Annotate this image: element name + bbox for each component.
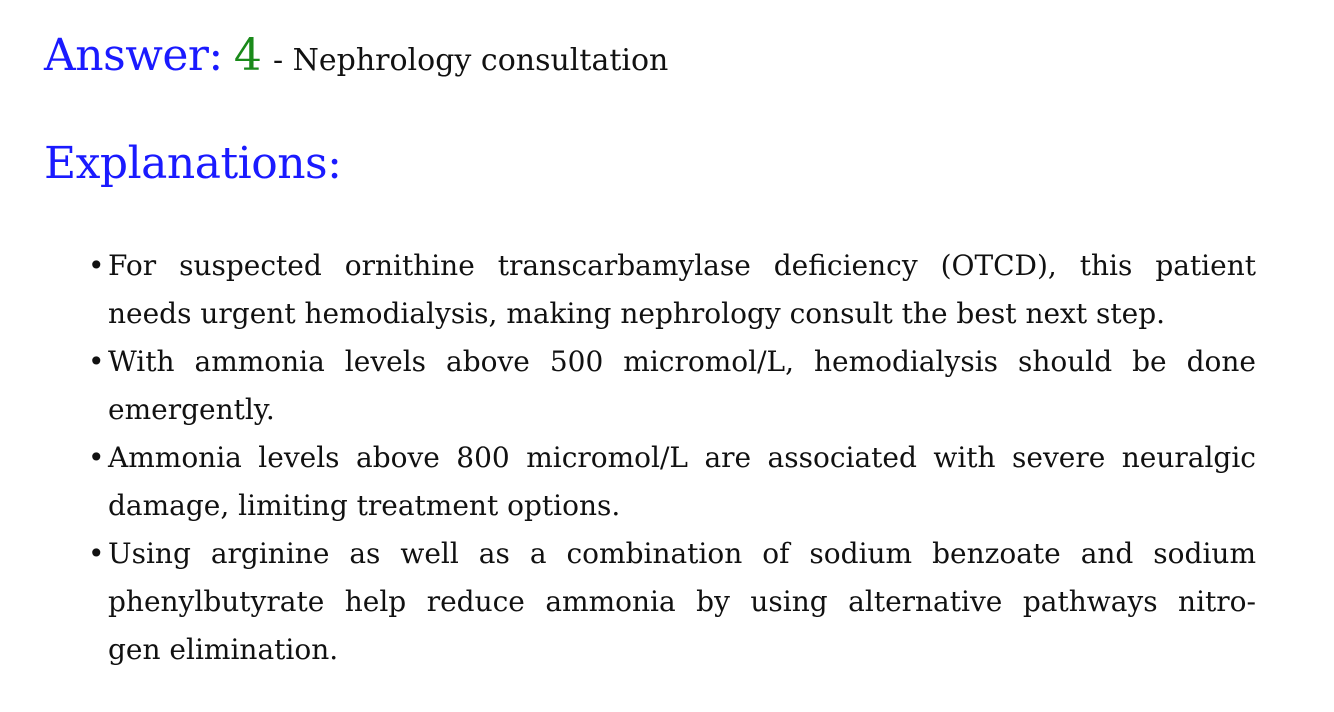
answer-value: 4 xyxy=(233,30,262,81)
bullet-line: With ammonia levels above 500 micromol/L, hemodialysis should be done xyxy=(108,345,1256,378)
bullet-icon: • xyxy=(88,249,105,282)
answer-label: Answer: xyxy=(44,30,223,81)
explanations-list xyxy=(86,242,1256,674)
bullet-line: gen elimination. xyxy=(108,633,339,666)
explanations-heading: Explanations: xyxy=(44,138,342,189)
bullet-line: phenylbutyrate help reduce ammonia by using alternative pathways nitro- xyxy=(108,585,1256,618)
list-item xyxy=(86,530,1256,674)
bullet-line: Ammonia levels above 800 micromol/L are associated with severe neuralgic xyxy=(108,441,1256,474)
bullet-line: needs urgent hemodialysis, making nephrology consult the best next step. xyxy=(108,297,1166,330)
bullet-icon: • xyxy=(88,441,105,474)
answer-text: - Nephrology consultation xyxy=(272,43,669,78)
list-item xyxy=(86,242,1256,338)
bullet-line: For suspected ornithine transcarbamylase deficiency (OTCD), this patient xyxy=(108,249,1256,282)
list-item xyxy=(86,434,1256,530)
bullet-line: emergently. xyxy=(108,393,275,426)
list-item xyxy=(86,338,1256,434)
answer-line xyxy=(44,30,668,81)
bullet-line: Using arginine as well as a combination of sodium benzoate and sodium xyxy=(108,537,1256,570)
bullet-icon: • xyxy=(88,537,105,570)
bullet-icon: • xyxy=(88,345,105,378)
bullet-line: damage, limiting treatment options. xyxy=(108,489,621,522)
